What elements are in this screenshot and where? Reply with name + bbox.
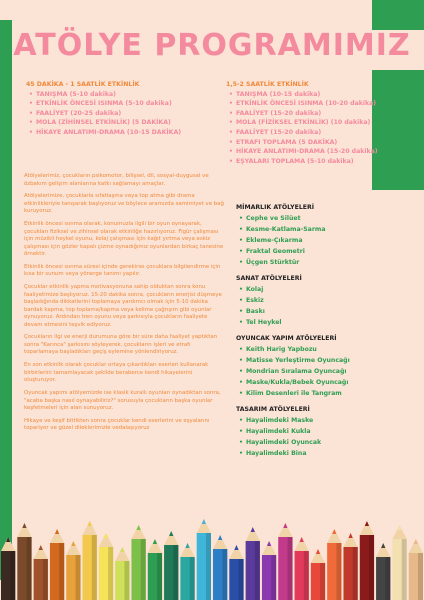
page-title: ATÖLYE PROGRAMIMIZ bbox=[13, 28, 411, 63]
description-paragraph: Çocukların ilgi ve enerji durumuna göre bir süre daha faaliyet yaptıktan sonra "Karınca" şarkısını söyleyerek, çocukların işleri ve etrafı toparlamaya başladıkları geçiş eylemine yönlendiriyoruz. bbox=[24, 334, 218, 356]
pencil bbox=[278, 523, 292, 600]
workshop-item: • Kesme-Katlama-Sarma bbox=[236, 224, 416, 235]
schedule-item: • EŞYALARI TOPLAMA (5-10 dakika) bbox=[226, 157, 416, 167]
workshop-group bbox=[236, 333, 416, 399]
description-paragraph: Etkinlik öncesi ısınma süresi içinde gerekirse çocuklara bilgilendirme için kısa bir sunum veya yönerge tanımı yapılır. bbox=[24, 263, 221, 278]
workshop-item: • Cephe ve Silüet bbox=[236, 213, 416, 224]
pencil bbox=[99, 533, 113, 600]
pencil bbox=[131, 525, 145, 600]
schedule-item: • ETRAFI TOPLAMA (5 DAKİKA) bbox=[226, 138, 416, 148]
workshop-group bbox=[236, 273, 416, 328]
pencil bbox=[50, 529, 64, 600]
workshop-item: • Eskiz bbox=[236, 295, 416, 306]
workshop-item: • Keith Harig Yapbozu bbox=[236, 344, 416, 355]
schedule-item: • TANIŞMA (10-15 dakika) bbox=[226, 90, 416, 100]
green-border-left bbox=[0, 20, 12, 580]
pencil bbox=[229, 545, 243, 600]
schedule-item: • HİKAYE ANLATIMI-DRAMA (15-20 dakika) bbox=[226, 147, 416, 157]
pencil bbox=[115, 547, 129, 600]
description-paragraph: Oyuncak yapımı atölyemizde ise klasik kurallı oyunları oynadıktan sonra, "acaba başka nasıl oynayabiliriz?" sorusuyla çocukların başka oyunlar keşfetmeleri için alan sunuyoruz. bbox=[24, 390, 221, 412]
pencil bbox=[376, 543, 390, 600]
workshop-group bbox=[236, 202, 416, 268]
workshop-item: • Hayalimdeki Maske bbox=[236, 415, 416, 426]
pencil bbox=[262, 541, 276, 600]
pencil bbox=[197, 519, 211, 600]
schedule-item: • HİKAYE ANLATIMI-DRAMA (10-15 DAKİKA) bbox=[26, 128, 226, 138]
colored-pencils-image bbox=[0, 515, 424, 600]
pencil bbox=[17, 523, 31, 600]
workshop-group-heading: SANAT ATÖLYELERİ bbox=[236, 275, 302, 282]
pencil bbox=[392, 525, 406, 600]
description-paragraph: Hikaye ve keşif bittikten sonra çocuklar kendi eserlerini ve eşyalarını topariyor ve güzel dileklerimizle vedalaşıyoruz bbox=[24, 417, 210, 432]
workshop-group-heading: MİMARLIK ATÖLYELERİ bbox=[236, 204, 315, 211]
workshop-item: • Tel Heykel bbox=[236, 317, 416, 328]
workshop-item: • Hayalimdeki Oyuncak bbox=[236, 437, 416, 448]
pencil bbox=[66, 541, 80, 600]
schedule-item: • ETKİNLİK ÖNCESİ ISINMA (10-20 dakika) bbox=[226, 99, 416, 109]
workshop-list bbox=[236, 213, 416, 268]
pencil bbox=[343, 533, 357, 600]
workshop-lists bbox=[236, 202, 416, 464]
schedule-item: • FAALİYET (20-25 dakika) bbox=[26, 109, 226, 119]
workshop-group-heading: TASARIM ATÖLYELERİ bbox=[236, 406, 310, 413]
workshop-group bbox=[236, 404, 416, 459]
schedule-short-heading: 45 DAKİKA - 1 SAATLİK ETKİNLİK bbox=[26, 81, 140, 88]
description-paragraph: Atölyelerimize, çocuklarla sıfatlaşma veya top atma gibi drama etkinlikleriyle tanışarak başlıyoruz ve böylece aramızda samimiyet ve bağ kuruyoruz. bbox=[24, 193, 224, 215]
pencil bbox=[295, 537, 309, 600]
pencil bbox=[1, 537, 15, 600]
workshop-item: • Kolaj bbox=[236, 284, 416, 295]
description-text bbox=[24, 173, 224, 438]
description-paragraph: En son etkinlik olarak çocuklar ortaya çıkardıkları eserleri kullanarak birbirlerini tamamlayacak şekilde beraberce kendi hikayelerini oluşturuyor. bbox=[24, 362, 209, 384]
schedule-item: • FAALİYET (15-20 dakika) bbox=[226, 128, 416, 138]
workshop-item: • Matisse Yerleştirme Oyuncağı bbox=[236, 355, 416, 366]
schedule-item: • TANIŞMA (5-10 dakika) bbox=[26, 90, 226, 100]
workshop-item: • Kilim Desenleri ile Tangram bbox=[236, 388, 416, 399]
pencil bbox=[409, 539, 423, 600]
workshop-item: • Fraktal Geometri bbox=[236, 246, 416, 257]
workshop-list bbox=[236, 284, 416, 328]
schedule-long-heading: 1,5-2 SAATLİK ETKİNLİK bbox=[226, 81, 309, 88]
schedule-item: • FAALİYET (15-20 dakika) bbox=[226, 109, 416, 119]
pencil bbox=[34, 545, 48, 600]
schedule-short bbox=[26, 80, 226, 138]
pencil bbox=[360, 521, 374, 600]
description-paragraph: Etkinlik öncesi ısınma olarak, konumuzla ilgili bir oyun oynayarak, çocukları fiziksel ve zihinsel olarak etkinliğe hazırlıyoruz. Figür çalışması için müzikli heykel oyunu, kolaj çalışması için kağıt yırtma veya eskiz çalışması için gözler kapalı çizme oynadığımız oyunlardan birkaç tanesine örnektir. bbox=[24, 221, 224, 258]
workshop-list bbox=[236, 415, 416, 459]
workshop-item: • Hayalimdeki Bina bbox=[236, 448, 416, 459]
pencil bbox=[148, 539, 162, 600]
pencil bbox=[180, 543, 194, 600]
pencil bbox=[213, 535, 227, 600]
schedule-item: • MOLA (ZİHİNSEL ETKİNLİK) (5 DAKİKA) bbox=[26, 118, 226, 128]
pencil bbox=[327, 529, 341, 600]
pencil bbox=[83, 521, 97, 600]
workshop-item: • Hayalimdeki Kukla bbox=[236, 426, 416, 437]
workshop-item: • Mondrian Sıralama Oyuncağı bbox=[236, 366, 416, 377]
workshop-item: • Üçgen Stürktür bbox=[236, 257, 416, 268]
workshop-item: • Maske/Kukla/Bebek Oyuncağı bbox=[236, 377, 416, 388]
schedule-long bbox=[226, 80, 416, 166]
workshop-group-heading: OYUNCAK YAPIM ATÖLYELERİ bbox=[236, 335, 337, 342]
schedule-item: • MOLA (FİZİKSEL ETKİNLİK) (10 dakika) bbox=[226, 118, 416, 128]
workshop-item: • Ekleme-Çıkarma bbox=[236, 235, 416, 246]
schedule-item: • ETKİNLİK ÖNCESİ ISINMA (5-10 dakika) bbox=[26, 99, 226, 109]
description-paragraph: Atölyelerimiz, çocukların psikomotor, bilişsel, dil, sosyal-duygusal ve özbakım gelişim alanlarına katkı sağlamayı amaçlar. bbox=[24, 173, 209, 187]
workshop-list bbox=[236, 344, 416, 399]
workshop-item: • Baskı bbox=[236, 306, 416, 317]
schedule-long-list bbox=[226, 90, 416, 167]
pencil bbox=[164, 531, 178, 600]
pencil bbox=[246, 527, 260, 600]
schedule-short-list bbox=[26, 90, 226, 138]
description-paragraph: Çocuklar etkinlik yapma motivasyonuna sahip olduktan sonra konu faaliyetimize başlıyoruz. 15-20 dakika sonra, çocukların enerjisi düşmeye başladığında dikkatlerini toplamaya yardımcı olmak için 5-10 dakika bardak kapma, top toplama/kapma veya kelime çağrışım gibi oyunlar oynuyoruz. Ardından tren oyunu veya şarkısıyla çocukların faaliyete devam etmesini teşvik ediyoruz. bbox=[24, 284, 222, 328]
pencil bbox=[311, 549, 325, 600]
